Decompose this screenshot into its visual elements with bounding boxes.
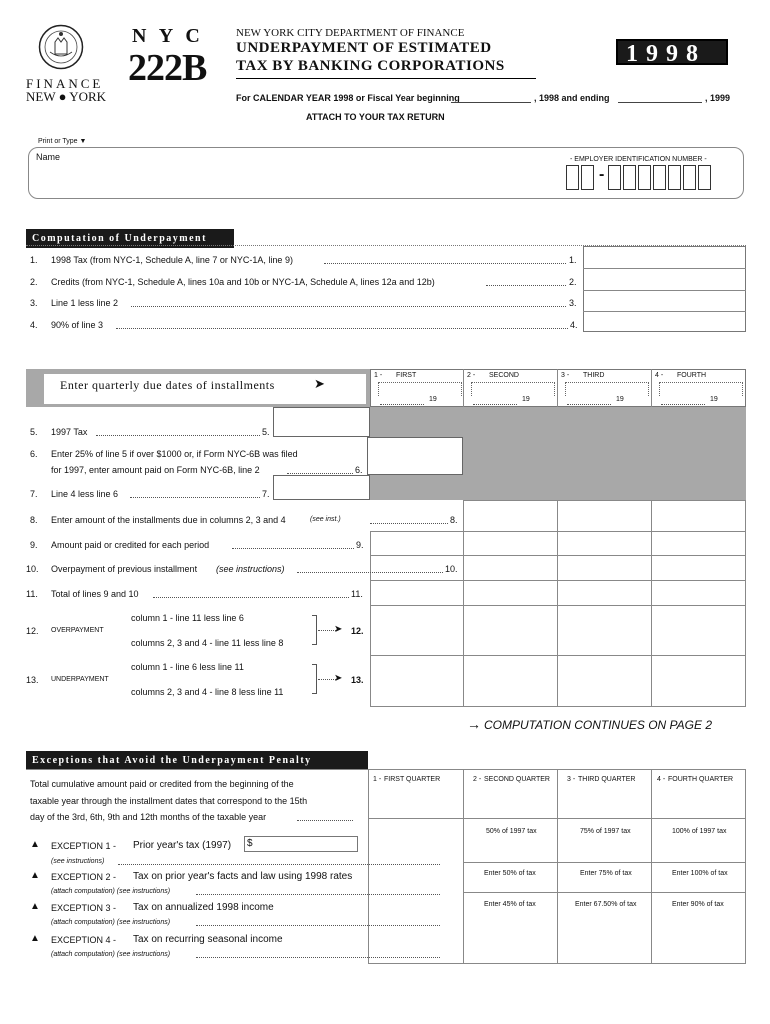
exception-2-sub: (attach computation) (see instructions) bbox=[51, 888, 171, 895]
cumulative-q4[interactable] bbox=[654, 792, 742, 814]
line-13-cols-text: columns 2, 3 and 4 - line 8 less line 11 bbox=[131, 687, 284, 697]
answer-divider-2 bbox=[583, 290, 746, 291]
grid-row-10 bbox=[370, 555, 746, 556]
line-1-amount[interactable] bbox=[586, 249, 742, 266]
exc3-q4-hint: Enter 90% of tax bbox=[672, 901, 724, 908]
continues-arrow: → bbox=[467, 716, 481, 732]
line-9-col-2[interactable] bbox=[466, 536, 554, 552]
exception-1-leader bbox=[118, 864, 440, 865]
col-3-date[interactable] bbox=[567, 395, 611, 405]
col-4-num: 4 - bbox=[655, 372, 664, 379]
name-field[interactable] bbox=[36, 166, 546, 188]
exc3-q3[interactable] bbox=[560, 910, 648, 928]
ein-cell-3[interactable] bbox=[608, 165, 621, 190]
line-10-col-3[interactable] bbox=[560, 560, 648, 576]
line-11-number: 11. bbox=[26, 589, 38, 599]
exceptions-heading: Exceptions that Avoid the Underpayment Penalty bbox=[26, 751, 368, 770]
line-2-leader bbox=[486, 285, 566, 286]
year-badge bbox=[616, 39, 728, 65]
computation-heading: Computation of Underpayment bbox=[26, 229, 234, 248]
line-7-ref: 7. bbox=[262, 489, 270, 499]
calendar-year-suffix: , 1999 bbox=[705, 93, 731, 103]
exc4-q4[interactable] bbox=[654, 936, 742, 960]
line-10-number: 10. bbox=[26, 564, 39, 574]
installment-banner-text: Enter quarterly due dates of installments bbox=[60, 378, 275, 392]
line-11-text: Total of lines 9 and 10 bbox=[51, 589, 139, 599]
line-8-col-4[interactable] bbox=[654, 512, 742, 528]
line-10-text: Overpayment of previous installment bbox=[51, 564, 198, 574]
line-5-number: 5. bbox=[30, 427, 38, 437]
line-8-col-2[interactable] bbox=[466, 512, 554, 528]
col-4-year: 19 bbox=[710, 396, 718, 403]
ein-cell-9[interactable] bbox=[698, 165, 711, 190]
line-6-text-1: Enter 25% of line 5 if over $1000 or, if Form NYC-6B was filed bbox=[51, 449, 298, 459]
exc1-q4-hint: 100% of 1997 tax bbox=[672, 828, 727, 835]
exception-2-label: EXCEPTION 2 - bbox=[51, 872, 117, 882]
exception-4-sub: (attach computation) (see instructions) bbox=[51, 951, 171, 958]
line-9-col-4[interactable] bbox=[654, 536, 742, 552]
line-4-leader bbox=[116, 328, 568, 329]
line-12-col1-text: column 1 - line 11 less line 6 bbox=[131, 613, 244, 623]
exc1-q4[interactable] bbox=[654, 840, 742, 858]
exc3-q2[interactable] bbox=[466, 910, 554, 928]
line-4-ref: 4. bbox=[570, 320, 578, 330]
line-13-bracket bbox=[312, 664, 317, 694]
continues-text: COMPUTATION CONTINUES ON PAGE 2 bbox=[484, 718, 713, 732]
line-4-number: 4. bbox=[30, 320, 38, 330]
line-11-ref: 11. bbox=[351, 589, 363, 599]
line-10-leader bbox=[297, 572, 443, 573]
line-1-number: 1. bbox=[30, 255, 38, 265]
line-12-ref: 12. bbox=[351, 626, 364, 636]
exc2-q3-hint: Enter 75% of tax bbox=[580, 870, 632, 877]
header-divider-2 bbox=[557, 369, 558, 407]
fiscal-begin-field[interactable] bbox=[451, 91, 531, 103]
col-3-year: 19 bbox=[616, 396, 624, 403]
line-13-ref: 13. bbox=[351, 675, 364, 685]
quarter-1-num: 1 - bbox=[373, 776, 382, 783]
answer-divider-1 bbox=[583, 268, 746, 269]
ein-cell-7[interactable] bbox=[668, 165, 681, 190]
col-1-year: 19 bbox=[429, 396, 437, 403]
line-12-cols-text: columns 2, 3 and 4 - line 11 less line 8 bbox=[131, 638, 284, 648]
ein-dash: - bbox=[599, 166, 605, 183]
quarter-2-num: 2 - bbox=[473, 776, 482, 783]
nyc-label: N Y C bbox=[132, 25, 204, 47]
ein-cell-5[interactable] bbox=[638, 165, 651, 190]
exc1-q2-hint: 50% of 1997 tax bbox=[486, 828, 537, 835]
line-9-ref: 9. bbox=[356, 540, 364, 550]
col-2-date[interactable] bbox=[473, 395, 517, 405]
line-8-note: (see inst.) bbox=[310, 516, 341, 523]
exc2-q2-hint: Enter 50% of tax bbox=[484, 870, 536, 877]
exc-row-3 bbox=[463, 892, 746, 893]
cumulative-q3[interactable] bbox=[560, 792, 648, 814]
ein-cell-4[interactable] bbox=[623, 165, 636, 190]
line-12-label: OVERPAYMENT bbox=[51, 627, 104, 634]
line-8-number: 8. bbox=[30, 515, 38, 525]
exc-col-3 bbox=[557, 769, 558, 964]
header-divider-3 bbox=[651, 369, 652, 407]
exc-col-2 bbox=[463, 769, 464, 964]
line-2-ref: 2. bbox=[569, 277, 577, 287]
line-9-text: Amount paid or credited for each period bbox=[51, 540, 210, 550]
exception-2-title: Tax on prior year's facts and law using 1998 rates bbox=[133, 871, 353, 882]
exception-1-label: EXCEPTION 1 - bbox=[51, 841, 117, 851]
ein-cell-6[interactable] bbox=[653, 165, 666, 190]
exception-2-marker-icon: ▲ bbox=[30, 870, 40, 881]
line-2-amount[interactable] bbox=[586, 271, 742, 288]
line-11-col-3[interactable] bbox=[560, 585, 648, 601]
exception-4-label: EXCEPTION 4 - bbox=[51, 935, 117, 945]
line-8-leader bbox=[370, 523, 448, 524]
line-3-amount[interactable] bbox=[586, 292, 742, 309]
line-5-ref: 5. bbox=[262, 427, 270, 437]
line-12-bracket bbox=[312, 615, 317, 645]
grid-row-12 bbox=[370, 605, 746, 606]
ein-cell-1[interactable] bbox=[566, 165, 579, 190]
cumulative-q1[interactable] bbox=[371, 792, 461, 814]
form-number: 222B bbox=[128, 47, 207, 89]
exception-3-label: EXCEPTION 3 - bbox=[51, 903, 117, 913]
year-text: 1998 bbox=[626, 41, 706, 67]
nyc-seal bbox=[38, 24, 84, 70]
exception-4-marker-icon: ▲ bbox=[30, 933, 40, 944]
header-divider-1 bbox=[463, 369, 464, 407]
department-name: NEW YORK CITY DEPARTMENT OF FINANCE bbox=[236, 27, 465, 39]
ein-label: - EMPLOYER IDENTIFICATION NUMBER - bbox=[570, 156, 707, 163]
exception-3-leader bbox=[196, 925, 440, 926]
line-12-col-2[interactable] bbox=[466, 620, 554, 636]
exc-col-4 bbox=[651, 769, 652, 964]
col-2-year: 19 bbox=[522, 396, 530, 403]
exc1-q3-hint: 75% of 1997 tax bbox=[580, 828, 631, 835]
exc1-q2[interactable] bbox=[466, 840, 554, 858]
line-11-col-2[interactable] bbox=[466, 585, 554, 601]
exceptions-intro-leader bbox=[297, 820, 353, 821]
col-4-name: FOURTH bbox=[677, 372, 707, 379]
line-5-leader bbox=[96, 435, 260, 436]
line-2-text: Credits (from NYC-1, Schedule A, lines 10a and 10b or NYC-1A, Schedule A, lines 12a and 12b) bbox=[51, 277, 435, 287]
col-3-name: THIRD bbox=[583, 372, 605, 379]
quarter-1-name: FIRST QUARTER bbox=[384, 776, 441, 783]
exc-top-rule bbox=[26, 769, 368, 770]
exc-row-2 bbox=[463, 862, 746, 863]
ein-cell-8[interactable] bbox=[683, 165, 696, 190]
exception-2-leader bbox=[196, 894, 440, 895]
line-13-col-1[interactable] bbox=[373, 670, 460, 686]
col-4-date[interactable] bbox=[661, 395, 705, 405]
line-11-col-1[interactable] bbox=[373, 585, 460, 601]
calendar-year-mid: , 1998 and ending bbox=[534, 93, 610, 103]
line-6-ref: 6. bbox=[355, 465, 363, 475]
line-10-ref: 10. bbox=[445, 564, 458, 574]
col-1-date-bracket bbox=[378, 382, 462, 396]
grid-row-9 bbox=[370, 531, 746, 532]
quarter-3-num: 3 - bbox=[567, 776, 576, 783]
line-5-amount[interactable] bbox=[276, 420, 366, 434]
name-label: Name bbox=[36, 152, 61, 162]
exceptions-intro-2: taxable year through the installment dates that correspond to the 15th bbox=[30, 796, 308, 806]
line-6-text-2: for 1997, enter amount paid on Form NYC-6B, line 2 bbox=[51, 465, 260, 475]
line-6-number: 6. bbox=[30, 449, 38, 459]
line-1-ref: 1. bbox=[569, 255, 577, 265]
col-4-date-bracket bbox=[659, 382, 743, 396]
form-title-line2: TAX BY BANKING CORPORATIONS bbox=[236, 58, 505, 74]
quarter-2-name: SECOND QUARTER bbox=[484, 776, 550, 783]
line-8-text: Enter amount of the installments due in columns 2, 3 and 4 bbox=[51, 515, 286, 525]
line-13-label: UNDERPAYMENT bbox=[51, 676, 109, 683]
line-7-amount[interactable] bbox=[276, 483, 366, 497]
ein-cell-2[interactable] bbox=[581, 165, 594, 190]
col-1-date[interactable] bbox=[380, 395, 424, 405]
exceptions-intro-3: day of the 3rd, 6th, 9th and 12th months of the taxable year bbox=[30, 812, 267, 822]
grid-row-end bbox=[370, 706, 746, 707]
line-13-number: 13. bbox=[26, 675, 39, 685]
exception-1-marker-icon: ▲ bbox=[30, 839, 40, 850]
print-or-type: Print or Type ▼ bbox=[38, 138, 87, 145]
line-11-col-4[interactable] bbox=[654, 585, 742, 601]
quarter-3-name: THIRD QUARTER bbox=[578, 776, 636, 783]
col-2-name: SECOND bbox=[489, 372, 519, 379]
installment-banner-arrow: ➤ bbox=[314, 376, 325, 391]
line-5-text: 1997 Tax bbox=[51, 427, 88, 437]
exception-4-title: Tax on recurring seasonal income bbox=[133, 934, 283, 945]
line-6-leader bbox=[287, 473, 353, 474]
line-3-number: 3. bbox=[30, 298, 38, 308]
line-4-amount[interactable] bbox=[586, 314, 742, 330]
quarter-4-name: FOURTH QUARTER bbox=[668, 776, 734, 783]
exc3-q4[interactable] bbox=[654, 910, 742, 928]
title-underline bbox=[236, 78, 536, 79]
exceptions-intro-1: Total cumulative amount paid or credited from the beginning of the bbox=[30, 779, 294, 789]
line-11-leader bbox=[153, 597, 349, 598]
exc4-q3[interactable] bbox=[560, 936, 648, 960]
line-8-ref: 8. bbox=[450, 515, 458, 525]
cumulative-q2[interactable] bbox=[466, 792, 554, 814]
answer-divider-3 bbox=[583, 311, 746, 312]
line-6-amount[interactable] bbox=[370, 458, 460, 472]
exc2-q4-hint: Enter 100% of tax bbox=[672, 870, 728, 877]
line-10-col-2[interactable] bbox=[466, 560, 554, 576]
grid-row-11 bbox=[370, 580, 746, 581]
exc4-q2[interactable] bbox=[466, 936, 554, 960]
exc2-q3[interactable] bbox=[560, 878, 648, 890]
line-7-leader bbox=[130, 497, 260, 498]
line-12-col-4[interactable] bbox=[654, 620, 742, 636]
exc3-q3-hint: Enter 67.50% of tax bbox=[575, 901, 637, 908]
line-8-col-3[interactable] bbox=[560, 512, 648, 528]
line-4-text: 90% of line 3 bbox=[51, 320, 104, 330]
line-9-leader bbox=[232, 548, 354, 549]
exc2-q2[interactable] bbox=[466, 878, 554, 890]
line-1-text: 1998 Tax (from NYC-1, Schedule A, line 7 or NYC-1A, line 9) bbox=[51, 255, 293, 265]
line-3-leader bbox=[131, 306, 566, 307]
exception-3-sub: (attach computation) (see instructions) bbox=[51, 919, 171, 926]
line-7-text: Line 4 less line 6 bbox=[51, 489, 119, 499]
exc3-q2-hint: Enter 45% of tax bbox=[484, 901, 536, 908]
city-name: NEW ● YORK bbox=[26, 89, 107, 104]
calendar-year-prefix: For CALENDAR YEAR 1998 or Fiscal Year beginning bbox=[236, 93, 460, 103]
exception-1-amount[interactable] bbox=[256, 838, 354, 850]
line-7-number: 7. bbox=[30, 489, 38, 499]
exc4-q1[interactable] bbox=[371, 936, 461, 960]
line-3-text: Line 1 less line 2 bbox=[51, 298, 119, 308]
col-3-date-bracket bbox=[565, 382, 649, 396]
col-3-num: 3 - bbox=[561, 372, 570, 379]
exception-3-title: Tax on annualized 1998 income bbox=[133, 902, 274, 913]
exc1-q3[interactable] bbox=[560, 840, 648, 858]
line-1-leader bbox=[324, 263, 566, 264]
line-2-number: 2. bbox=[30, 277, 38, 287]
line-9-col-1[interactable] bbox=[373, 536, 460, 552]
line-13-col-4[interactable] bbox=[654, 670, 742, 686]
form-title-line1: UNDERPAYMENT OF ESTIMATED bbox=[236, 40, 492, 56]
fiscal-end-field[interactable] bbox=[618, 91, 702, 103]
agency-name: FINANCE bbox=[26, 76, 104, 91]
line-12-col-3[interactable] bbox=[560, 620, 648, 636]
line-10-col-4[interactable] bbox=[654, 560, 742, 576]
exc-row-1 bbox=[368, 818, 746, 819]
line-13-col1-text: column 1 - line 6 less line 11 bbox=[131, 662, 244, 672]
exception-1-sub: (see instructions) bbox=[51, 858, 105, 865]
exception-3-marker-icon: ▲ bbox=[30, 901, 40, 912]
line-9-number: 9. bbox=[30, 540, 38, 550]
attach-instruction: ATTACH TO YOUR TAX RETURN bbox=[306, 112, 445, 122]
line-9-col-3[interactable] bbox=[560, 536, 648, 552]
exc2-q4[interactable] bbox=[654, 878, 742, 890]
col-1-name: FIRST bbox=[396, 372, 417, 379]
line-12-col-1[interactable] bbox=[373, 620, 460, 636]
col-1-num: 1 - bbox=[374, 372, 383, 379]
line-10-note: (see instructions) bbox=[216, 564, 285, 574]
line-12-number: 12. bbox=[26, 626, 39, 636]
line-3-ref: 3. bbox=[569, 298, 577, 308]
exception-1-title: Prior year's tax (1997) bbox=[133, 840, 232, 851]
grid-row-13 bbox=[370, 655, 746, 656]
line-12-arrow: ➤ bbox=[334, 624, 343, 635]
line-13-col-3[interactable] bbox=[560, 670, 648, 686]
col-2-num: 2 - bbox=[467, 372, 476, 379]
col-2-date-bracket bbox=[471, 382, 555, 396]
line-13-arrow: ➤ bbox=[334, 673, 343, 684]
quarter-4-num: 4 - bbox=[657, 776, 666, 783]
exception-1-dollar: $ bbox=[247, 838, 253, 849]
line-13-col-2[interactable] bbox=[466, 670, 554, 686]
